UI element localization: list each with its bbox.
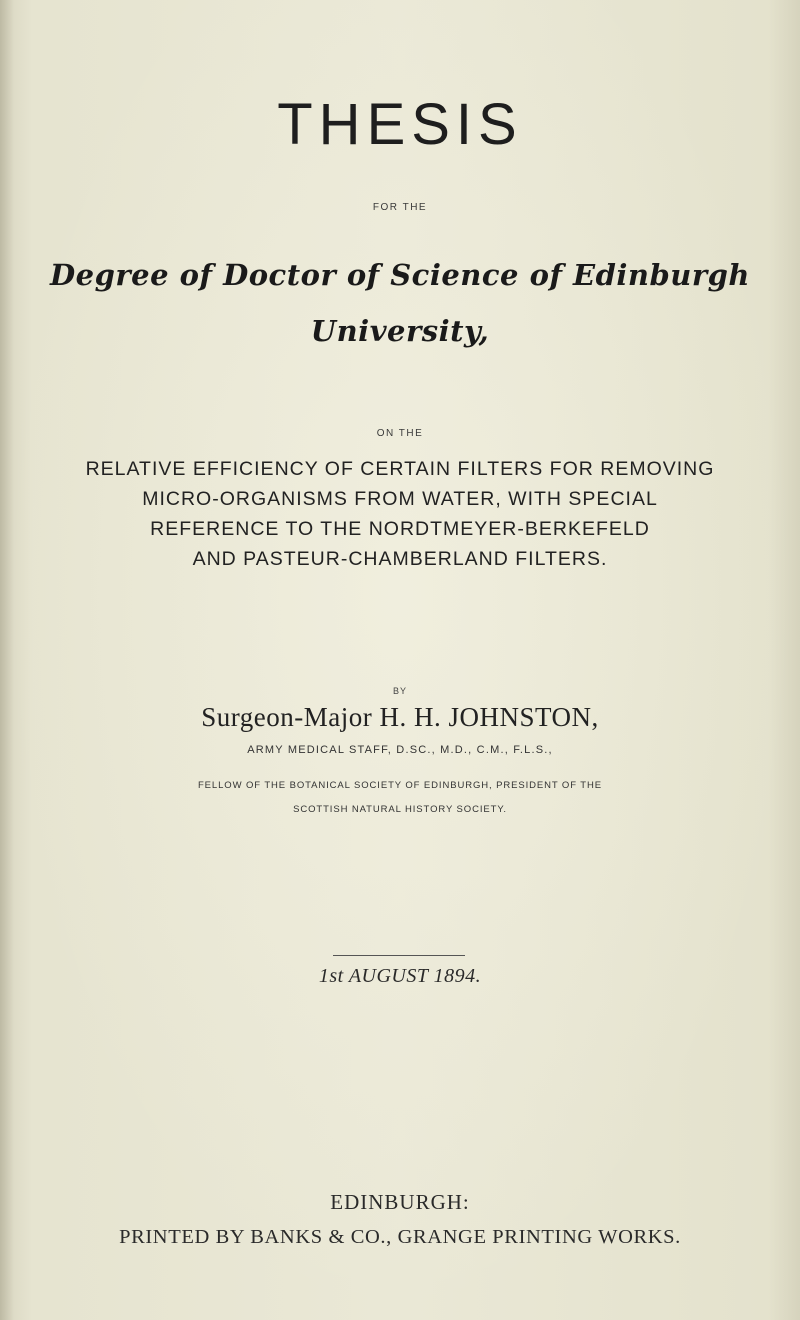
fellowship-line-1: FELLOW OF THE BOTANICAL SOCIETY OF EDINBURGH, PRESIDENT OF THE — [197, 780, 602, 791]
subject-line-3: REFERENCE TO THE NORDTMEYER-BERKEFELD — [150, 518, 650, 540]
on-the-label: ON THE — [376, 428, 424, 439]
thesis-title: THESIS — [277, 92, 523, 157]
fellowship-line-2: SCOTTISH NATURAL HISTORY SOCIETY. — [293, 804, 507, 815]
publication-place: EDINBURGH: — [330, 1190, 470, 1214]
author-name: Surgeon-Major H. H. JOHNSTON, — [201, 702, 599, 732]
page-edge-shadow — [0, 0, 14, 1320]
degree-line-2: University, — [310, 314, 490, 348]
by-label: BY — [392, 686, 407, 696]
printer-imprint: PRINTED BY BANKS & CO., GRANGE PRINTING WORKS. — [119, 1226, 681, 1248]
degree-line-1: Degree of Doctor of Science of Edinburgh — [50, 258, 750, 292]
author-credentials: ARMY MEDICAL STAFF, D.SC., M.D., C.M., F.L.S., — [247, 744, 553, 756]
divider-rule — [333, 955, 465, 956]
subject-line-2: MICRO-ORGANISMS FROM WATER, WITH SPECIAL — [142, 488, 658, 510]
thesis-date: 1st AUGUST 1894. — [318, 965, 482, 987]
subject-line-4: AND PASTEUR-CHAMBERLAND FILTERS. — [192, 548, 608, 570]
subject-line-1: RELATIVE EFFICIENCY OF CERTAIN FILTERS FOR REMOVING — [85, 458, 715, 480]
for-the-label: FOR THE — [372, 202, 428, 213]
